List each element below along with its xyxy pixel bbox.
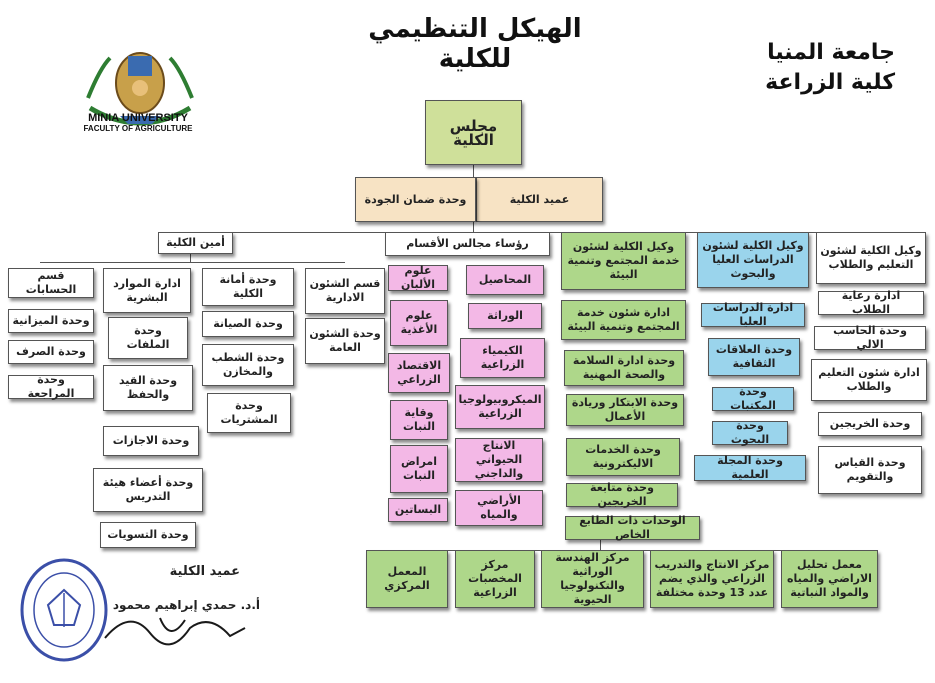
community-vice-dean-box: وكيل الكلية لشئون خدمة المجتمع وتنمية البيئة bbox=[561, 232, 686, 290]
special-unit-box: مركز الهندسة الوراثية والتكنولوجيا الحيوية bbox=[541, 550, 644, 608]
department-box: وقاية النبات bbox=[390, 400, 448, 440]
unit-box: وحدة الصرف bbox=[8, 340, 94, 364]
university-name: جامعة المنيا bbox=[767, 40, 895, 65]
unit-box: وحدة الخريجين bbox=[818, 412, 922, 436]
unit-box: وحدة المشتريات bbox=[207, 393, 291, 433]
department-box: الوراثة bbox=[468, 303, 542, 329]
unit-box: وحدة الابتكار وريادة الأعمال bbox=[566, 394, 684, 426]
university-name-block bbox=[765, 38, 895, 98]
special-unit-box: مركز الانتاج والتدريب الزراعي والذي يضم عدد 13 وحدة مختلفة bbox=[650, 550, 774, 608]
unit-box: وحدة ادارة السلامة والصحة المهنية bbox=[564, 350, 684, 386]
unit-box: وحدة الشطب والمخازن bbox=[202, 344, 294, 386]
unit-box: وحدة المكتبات bbox=[712, 387, 794, 411]
unit-box: وحدة العلاقات الثقافية bbox=[708, 338, 800, 376]
connector-line bbox=[473, 165, 474, 177]
logo-caption bbox=[74, 112, 202, 133]
logo-line2: FACULTY OF AGRICULTURE bbox=[83, 124, 193, 133]
unit-box: ادارة رعاية الطلاب bbox=[818, 291, 924, 315]
unit-box: ادارة الدراسات العليا bbox=[701, 303, 805, 327]
department-box: علوم الأغذية bbox=[390, 300, 448, 346]
handwritten-signature-icon bbox=[100, 598, 250, 648]
unit-box: وحدة التسويات bbox=[100, 522, 196, 548]
official-seal-icon bbox=[18, 555, 110, 665]
unit-box: وحدة الشئون العامة bbox=[305, 318, 385, 364]
department-heads-box: رؤساء مجالس الأقسام bbox=[385, 232, 550, 256]
special-unit-box: مركز المخصبات الزراعية bbox=[455, 550, 535, 608]
unit-box: وحدة البحوث bbox=[712, 421, 788, 445]
department-box: الكيمياء الزراعية bbox=[460, 338, 545, 378]
unit-box: وحدة المجلة العلمية bbox=[694, 455, 806, 481]
unit-box: وحدة المراجعة bbox=[8, 375, 94, 399]
secretariat-head: وحدة أمانة الكلية bbox=[202, 268, 294, 306]
accounts-head: قسم الحسابات bbox=[8, 268, 94, 298]
department-box: امراض النبات bbox=[390, 445, 448, 493]
unit-box: وحدة أعضاء هيئة التدريس bbox=[93, 468, 203, 512]
unit-box: وحدة الميزانية bbox=[8, 309, 94, 333]
unit-box: وحدة القيد والحفظ bbox=[103, 365, 193, 411]
signature-role: عميد الكلية bbox=[169, 564, 240, 579]
unit-box: وحدة القياس والتقويم bbox=[818, 446, 922, 494]
department-box: علوم الألبان bbox=[388, 265, 448, 291]
connector-line bbox=[473, 222, 474, 232]
graduate-vice-dean-box: وكيل الكلية لشئون الدراسات العليا والبحوث bbox=[697, 232, 809, 288]
special-unit-box: معمل تحليل الاراضي والمياه والمواد النباتية bbox=[781, 550, 878, 608]
unit-box: وحدة الاجازات bbox=[103, 426, 199, 456]
secretary-box: أمين الكلية bbox=[158, 232, 233, 254]
unit-box: وحدة متابعة الخريجين bbox=[566, 483, 678, 507]
department-box: الأراضي والمياه bbox=[455, 490, 543, 526]
department-box: الانتاج الحيواني والداجني bbox=[455, 438, 543, 482]
department-box: الاقتصاد الزراعي bbox=[388, 353, 450, 393]
dean-box: عميد الكلية bbox=[476, 177, 603, 222]
chart-title: الهيكل التنظيمي للكلية bbox=[368, 14, 582, 74]
department-box: الميكروبيولوجيا الزراعية bbox=[455, 385, 545, 429]
unit-box: ادارة شئون خدمة المجتمع وتنمية البيئة bbox=[561, 300, 686, 340]
unit-box: وحدة الخدمات الاليكترونية bbox=[566, 438, 680, 476]
unit-box: وحدة الحاسب الالي bbox=[814, 326, 926, 350]
department-box: المحاصيل bbox=[466, 265, 544, 295]
signature-name: أ.د. حمدي إبراهيم محمود bbox=[112, 598, 260, 612]
unit-box: وحدة الصيانة bbox=[202, 311, 294, 337]
hr-head: ادارة الموارد البشرية bbox=[103, 268, 191, 313]
education-vice-dean-box: وكيل الكلية لشئون التعليم والطلاب bbox=[816, 232, 926, 284]
admin-affairs-head: قسم الشئون الادارية bbox=[305, 268, 385, 314]
department-box: البساتين bbox=[388, 498, 448, 522]
unit-box: وحدة الملفات bbox=[108, 317, 188, 359]
quality-unit-box: وحدة ضمان الجودة bbox=[355, 177, 476, 222]
special-units-box: الوحدات ذات الطابع الخاص bbox=[565, 516, 700, 540]
connector-line bbox=[40, 262, 345, 263]
council-box: مجلس الكلية bbox=[425, 100, 522, 165]
unit-box: ادارة شئون التعليم والطلاب bbox=[811, 359, 927, 401]
faculty-name: كلية الزراعة bbox=[765, 70, 895, 95]
special-unit-box: المعمل المركزي bbox=[366, 550, 448, 608]
logo-line1: MINIA UNIVERSITY bbox=[88, 112, 188, 124]
